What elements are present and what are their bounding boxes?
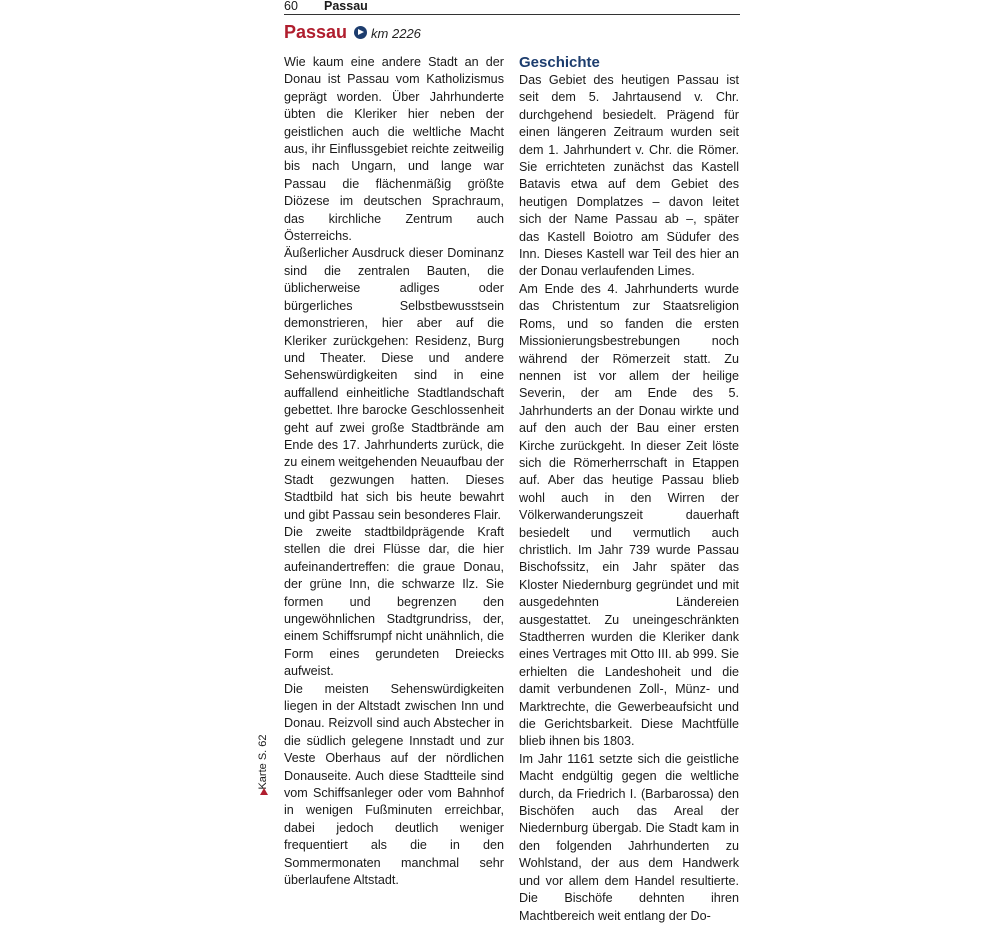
triangle-marker-icon bbox=[260, 788, 268, 795]
left-column bbox=[284, 54, 504, 890]
page-title bbox=[284, 20, 421, 44]
paragraph: Wie kaum eine andere Stadt an der Donau ist Passau vom Katholizismus geprägt worden. Über Jahrhunderte übten die Kleriker hier neben der geistlichen auch die weltliche Macht aus, ihr Einflussgebiet reichte zeitweilig bis nach Ungarn, und lange war Passau die flächenmäßig größte Diözese im deutschen Sprachraum, das kirchliche Zentrum auch Österreichs. bbox=[284, 55, 504, 244]
running-head bbox=[284, 0, 740, 15]
city-title: Passau bbox=[284, 22, 348, 42]
paragraph: Die zweite stadtbildprägende Kraft stellen die drei Flüsse dar, die hier aufeinandertreffen: die graue Donau, der grüne Inn, die schwarze Ilz. Sie formen und begrenzen den ungewöhnlichen Stadtgrundriss, der, einem Schiffsrumpf nicht unähnlich, die Form eines gerundeten Dreiecks aufweist. bbox=[284, 524, 504, 679]
paragraph: Die meisten Sehenswürdigkeiten liegen in der Altstadt zwischen Inn und Donau. Reizvoll sind auch Abstecher in die südlich gelegene Innstadt und zur Veste Oberhaus auf der nördlichen Donauseite. Auch diese Stadtteile sind vom Schiffsanleger oder vom Bahnhof in wenigen Fußminuten erreichbar, dabei jedoch deutlich weniger frequentiert als die in den Sommermonaten manchmal sehr überlaufene Altstadt. bbox=[284, 681, 504, 888]
paragraph: Am Ende des 4. Jahrhunderts wurde das Christentum zur Staatsreligion Roms, und so fanden die ersten Missionierungsbestrebungen noch während der Römerzeit statt. Zu nennen ist vor allem der heilige Severin, der am Ende des 5. Jahrhunderts an der Donau wirkte und auf den auch der Bau einer ersten Kirche zurückgeht. In dieser Zeit löste sich die Römerherrschaft in Etappen auf. Aber das heutige Passau blieb wohl auch in den Wirren der Völkerwanderungszeit dauerhaft besiedelt und vermutlich auch christlich. Im Jahr 739 wurde Passau Bischofssitz, ein Jahr später das Kloster Niedernburg gegründet und mit ausgedehnten Ländereien ausgestattet. Zu uneingeschränkten Stadtherren wurden die Kleriker dank eines Vertrages mit Otto III. ab 999. Sie erhielten die Landeshoheit und die damit verbundenen Zoll-, Münz- und Marktrechte, die Gewerbeaufsicht und die Gerichtsbarkeit. Diese Machtfülle blieb ihnen bis 1803. bbox=[519, 281, 739, 749]
right-column bbox=[519, 54, 739, 925]
map-reference-label: Karte S. 62 bbox=[257, 734, 269, 790]
section-heading: Geschichte bbox=[519, 54, 600, 71]
running-title: Passau bbox=[324, 0, 368, 13]
paragraph: Das Gebiet des heutigen Passau ist seit dem 5. Jahrtausend v. Chr. durchgehend besiedelt. Prägend für einen längeren Zeitraum wurden seit dem 1. Jahrhundert v. Chr. die Römer. Sie errichteten zunächst das Kastell Batavis etwa auf dem Gebiet des heutigen Domplatzes – davon leitet sich der Name Passau ab –, später das Kastell Boiotro am Südufer des Inn. Dieses Kastell war Teil des hier an der Donau verlaufenden Limes. bbox=[519, 73, 739, 279]
paragraph: Im Jahr 1161 setzte sich die geistliche Macht endgültig gegen die weltliche durch, da Friedrich I. (Barbarossa) den Bischöfen auch das Areal der Niedernburg übergab. Die Stadt kam in den folgenden Jahrhunderten zu Wohlstand, der aus dem Handwerk und vor allem dem Handel resultierte. Die Bischöfe dehnten ihren Machtbereich weit entlang der Do- bbox=[519, 751, 739, 923]
km-marker: km 2226 bbox=[371, 26, 421, 41]
paragraph: Äußerlicher Ausdruck dieser Dominanz sind die zentralen Bauten, die üblicherweise adliges oder bürgerliches Selbstbewusstsein demonstrieren, hier aber auf die Kleriker zurückgehen: Residenz, Burg und Theater. Diese und andere Sehenswürdigkeiten sind in eine auffallend einheitliche Stadtlandschaft gebettet. Ihre barocke Geschlossenheit geht auf zwei große Stadtbrände am Ende des 17. Jahrhunderts zurück, die zu einem weitgehenden Neuaufbau der Stadt gezwungen hatten. Dieses Stadtbild hat sich bis heute bewahrt und gibt Passau sein besonderes Flair. bbox=[284, 246, 504, 522]
map-reference[interactable] bbox=[256, 728, 270, 798]
page-number: 60 bbox=[284, 0, 298, 13]
arrow-right-circle-icon bbox=[354, 26, 367, 39]
